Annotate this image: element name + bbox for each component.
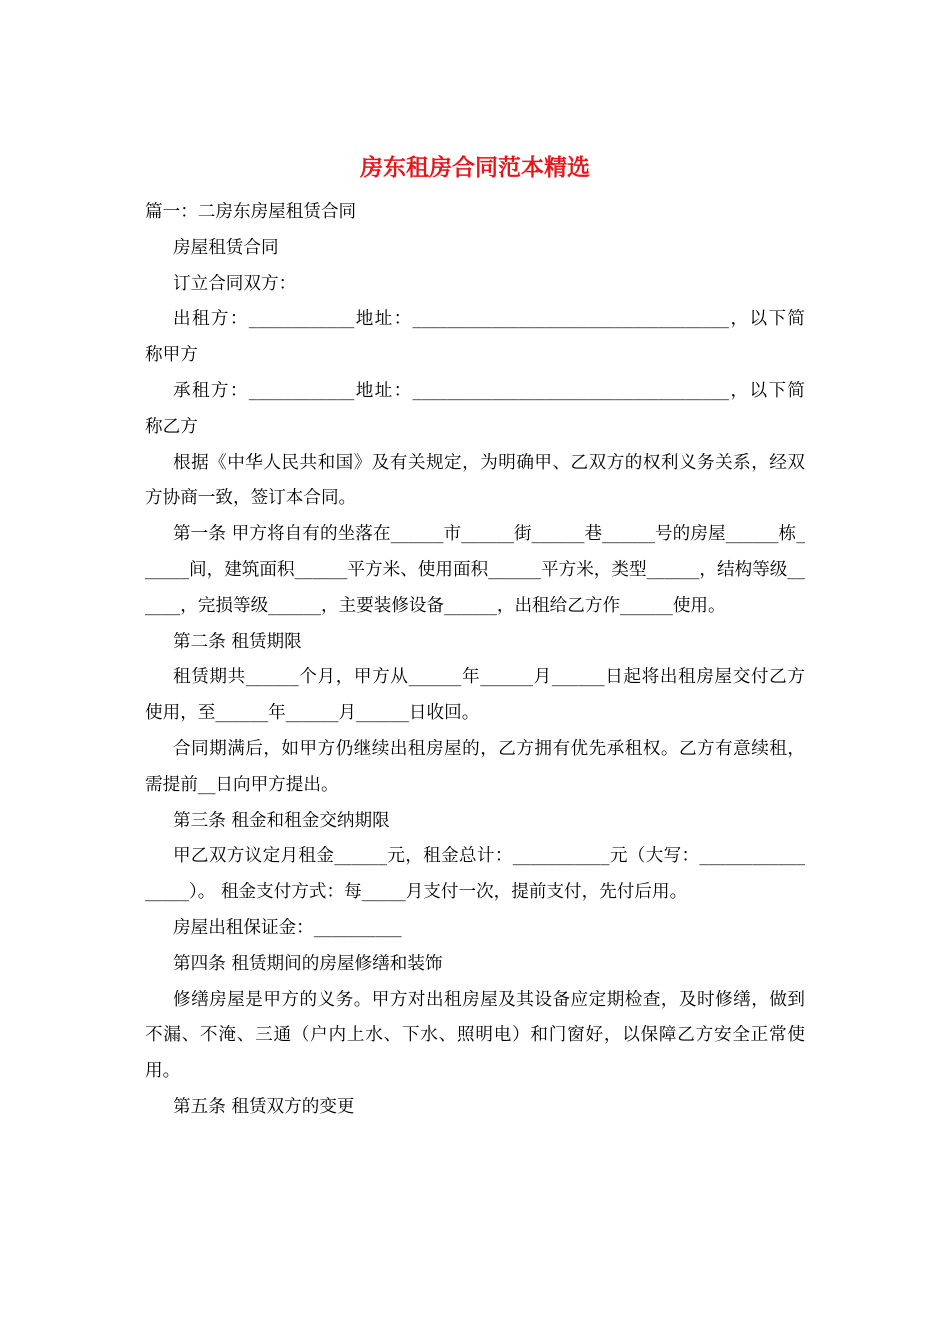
lessee-line: 承租方：____________地址：____________________________________，以下简称乙方 xyxy=(145,380,805,437)
preamble-paragraph: 根据《中华人民共和国》及有关规定，为明确甲、乙双方的权利义务关系，经双方协商一致，签订本合同。 xyxy=(145,452,805,509)
article-5-heading: 第五条 租赁双方的变更 xyxy=(173,1096,355,1117)
article-1-paragraph: 第一条 甲方将自有的坐落在______市______街______巷______号的房屋______栋______间，建筑面积______平方米、使用面积______平方米，类型______，结构等级______，完损等级______，主要装修设备______，出租给乙方作______使用。 xyxy=(145,524,805,616)
rent-paragraph: 甲乙双方议定月租金______元，租金总计：___________元（大写：_________________）。 租金支付方式：每_____月支付一次，提前支付，先付后用。 xyxy=(145,846,805,903)
document-title: 房东租房合同范本精选 xyxy=(360,154,590,181)
article-3-heading: 第三条 租金和租金交纳期限 xyxy=(173,810,390,831)
contract-heading: 房屋租赁合同 xyxy=(173,237,279,258)
lessor-line: 出租方：____________地址：____________________________________，以下简称甲方 xyxy=(145,309,805,366)
renewal-paragraph: 合同期满后，如甲方仍继续出租房屋的，乙方拥有优先承租权。乙方有意续租，需提前__日向甲方提出。 xyxy=(145,738,805,795)
deposit-line: 房屋出租保证金：__________ xyxy=(173,917,402,938)
article-4-heading: 第四条 租赁期间的房屋修缮和装饰 xyxy=(173,953,443,974)
document-body xyxy=(145,195,805,1126)
article-2-heading: 第二条 租赁期限 xyxy=(173,631,302,652)
section-heading: 篇一：二房东房屋租赁合同 xyxy=(145,202,357,222)
repair-paragraph: 修缮房屋是甲方的义务。甲方对出租房屋及其设备应定期检查，及时修缮，做到不漏、不淹、三通（户内上水、下水、照明电）和门窗好，以保障乙方安全正常使用。 xyxy=(145,989,805,1082)
parties-heading: 订立合同双方： xyxy=(173,273,297,294)
lease-term-paragraph: 租赁期共______个月，甲方从______年______月______日起将出租房屋交付乙方使用，至______年______月______日收回。 xyxy=(145,667,805,724)
